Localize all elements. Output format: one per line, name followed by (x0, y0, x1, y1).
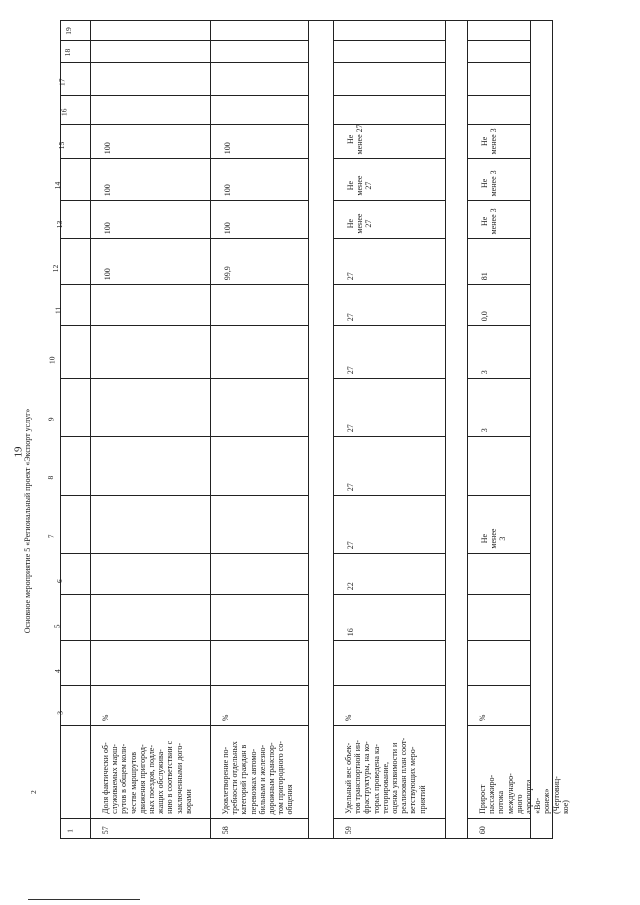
row-57-col-12-text: 100 (103, 268, 112, 280)
column-header-1-text: 1 (65, 828, 75, 833)
row-60-col-10 (467, 325, 530, 378)
row-60-col-3 (467, 685, 530, 725)
row-59-col-3 (333, 685, 445, 725)
row-60-col-7-text: Не менее 3 (480, 529, 508, 549)
row-58-col-13-text: 100 (223, 222, 232, 234)
row-57-col-2 (90, 725, 210, 818)
row-58-col-12-text: 99,9 (223, 266, 232, 280)
row-60-col-9 (467, 378, 530, 436)
row-58-col-3-text: % (221, 714, 230, 721)
row-59-col-2 (333, 725, 445, 818)
column-header-9-text: 9 (46, 417, 56, 421)
row-59-col-1-text: 59 (344, 826, 353, 834)
column-header-2-text: 2 (28, 790, 38, 794)
row-57-col-18 (90, 40, 210, 62)
row-60-col-19 (467, 20, 530, 40)
column-header-2 (28, 725, 90, 818)
row-60-col-8 (467, 436, 530, 495)
row-60-col-16 (467, 95, 530, 124)
row-58-col-4 (210, 640, 308, 685)
row-60-col-14 (467, 158, 530, 200)
row-58-col-17 (210, 62, 308, 95)
row-60-col-18 (467, 40, 530, 62)
row-58-col-15-text: 100 (223, 142, 232, 154)
row-58-col-1 (210, 818, 308, 838)
row-60-col-15-text: Не менее 3 (480, 128, 499, 154)
row-57-col-2-text: Доля фактически об- служиваемых марш- рутов в общем коли- честве маршрутов движения пригород- ных поездов, подле- жащих обслужива- нию в соответствии с заключенными дого- ворами (101, 740, 193, 814)
row-58-col-2 (210, 725, 308, 818)
row-59-col-15 (333, 124, 445, 158)
row-59-col-7-text: 27 (346, 541, 355, 549)
column-header-10-text: 10 (46, 356, 56, 364)
row-60-col-7 (467, 495, 530, 553)
row-59-col-14 (333, 158, 445, 200)
row-60-col-10-text: 3 (480, 370, 489, 374)
row-58-col-12 (210, 238, 308, 284)
row-59-col-3-text: % (344, 714, 353, 721)
column-header-4-text: 4 (52, 669, 62, 673)
row-60-col-5 (467, 594, 530, 640)
row-59-col-5-text: 16 (346, 628, 355, 636)
row-60-col-11-text: 0,0 (480, 311, 489, 321)
column-header-17-text: 17 (56, 78, 66, 86)
column-header-3 (55, 685, 90, 725)
column-header-8-text: 8 (45, 475, 55, 480)
row-58-col-13 (210, 200, 308, 238)
row-60-col-13 (467, 200, 530, 238)
row-59-col-2-text: Удельный вес объек- тов транспортной ин- фраструктуры, на ко- торых проведена ка- тегорирование, оценка уязвимости и реализован план соот- ветствующих меро- приятий (344, 738, 427, 814)
row-59-col-19 (333, 20, 445, 40)
row-60-col-1 (467, 818, 530, 838)
row-59-col-18 (333, 40, 445, 62)
column-header-14 (52, 158, 90, 200)
column-header-15-text: 15 (56, 141, 66, 149)
column-header-11-text: 11 (52, 306, 62, 314)
row-57-col-1 (90, 818, 210, 838)
row-59-col-10 (333, 325, 445, 378)
row-60-col-12 (467, 238, 530, 284)
row-59-col-6-text: 22 (346, 582, 355, 590)
row-58-col-1-text: 58 (221, 826, 230, 834)
row-59-col-11 (333, 284, 445, 325)
row-60-col-1-text: 60 (478, 826, 487, 834)
footnote-separator (28, 899, 140, 900)
column-header-18 (60, 40, 90, 62)
column-header-5-text: 5 (52, 624, 62, 628)
row-60-col-2 (467, 725, 570, 818)
row-58-col-14-text: 100 (223, 184, 232, 196)
column-header-3-text: 3 (55, 710, 65, 715)
row-59-col-1 (333, 818, 445, 838)
row-59-col-16 (333, 95, 445, 124)
row-57-col-3 (90, 685, 210, 725)
row-59-col-13 (333, 200, 445, 238)
row-60-col-15 (467, 124, 530, 158)
row-59-col-14-text: Не менее 27 (346, 176, 374, 196)
column-header-13-text: 13 (54, 220, 64, 228)
section-heading-s5-text: Основное мероприятие 5 «Региональный проект «Экспорт услуг» (22, 408, 32, 633)
row-58-col-14 (210, 158, 308, 200)
row-60-col-17 (467, 62, 530, 95)
indicator-table (22, 20, 570, 839)
row-57-col-15-text: 100 (103, 142, 112, 154)
section-heading-s4 (445, 20, 467, 838)
row-60-col-6 (467, 553, 530, 594)
page-number: 19 (12, 446, 25, 458)
row-60-col-11 (467, 284, 530, 325)
column-header-1 (60, 818, 90, 838)
column-header-7-text: 7 (46, 534, 56, 538)
row-58-col-3 (210, 685, 308, 725)
row-60-col-4 (467, 640, 530, 685)
column-header-14-text: 14 (52, 181, 62, 189)
row-57-col-1-text: 57 (101, 826, 110, 834)
row-60-col-3-text: % (478, 714, 487, 721)
column-header-12-text: 12 (50, 264, 60, 272)
row-57-col-4 (90, 640, 210, 685)
row-60-col-12-text: 81 (480, 272, 489, 280)
row-57-col-17 (90, 62, 210, 95)
row-60-col-13-text: Не менее 3 (480, 208, 499, 234)
row-59-col-10-text: 27 (346, 366, 355, 374)
row-60-col-9-text: 3 (480, 428, 489, 432)
row-59-col-9-text: 27 (346, 424, 355, 432)
column-header-17 (56, 62, 90, 95)
row-58-col-11 (210, 284, 308, 325)
row-58-col-15 (210, 124, 308, 158)
row-59-col-11-text: 27 (346, 313, 355, 321)
row-57-col-14-text: 100 (103, 184, 112, 196)
row-59-col-15-text: Не менее 27 (346, 124, 365, 154)
column-header-4 (52, 640, 90, 685)
row-59-col-12 (333, 238, 445, 284)
row-59-col-8-text: 27 (346, 483, 355, 491)
column-header-15 (56, 124, 90, 158)
row-57-col-15 (90, 124, 210, 158)
row-58-col-16 (210, 95, 308, 124)
row-57-col-16 (90, 95, 210, 124)
row-59-col-17 (333, 62, 445, 95)
column-header-19 (60, 20, 90, 40)
column-header-19-text: 19 (63, 26, 73, 35)
row-57-col-19 (90, 20, 210, 40)
row-57-col-13-text: 100 (103, 222, 112, 234)
row-58-col-2-text: Удовлетворение по- требности отдельных категорий граждан в перевозках автомо- бильным и железно- дорожным транспор- том пригородного со- общения (221, 740, 295, 814)
row-57-col-3-text: % (101, 714, 110, 721)
column-header-16 (60, 95, 90, 124)
row-60-col-14-text: Не менее 3 (480, 170, 499, 196)
row-57-col-14 (90, 158, 210, 200)
column-header-18-text: 18 (62, 48, 72, 56)
row-59-col-12-text: 27 (346, 272, 355, 280)
row-60-col-2-text: Прирост пассажиро- потока междунаро- дного аэропорта «Во- ронеж» (Чертовиц- кое) (478, 773, 570, 814)
row-59-col-13-text: Не менее 27 (346, 214, 374, 234)
row-58-col-19 (210, 20, 308, 40)
row-58-col-18 (210, 40, 308, 62)
row-59-col-4 (333, 640, 445, 685)
column-header-16-text: 16 (58, 108, 68, 116)
column-header-6-text: 6 (54, 579, 64, 583)
